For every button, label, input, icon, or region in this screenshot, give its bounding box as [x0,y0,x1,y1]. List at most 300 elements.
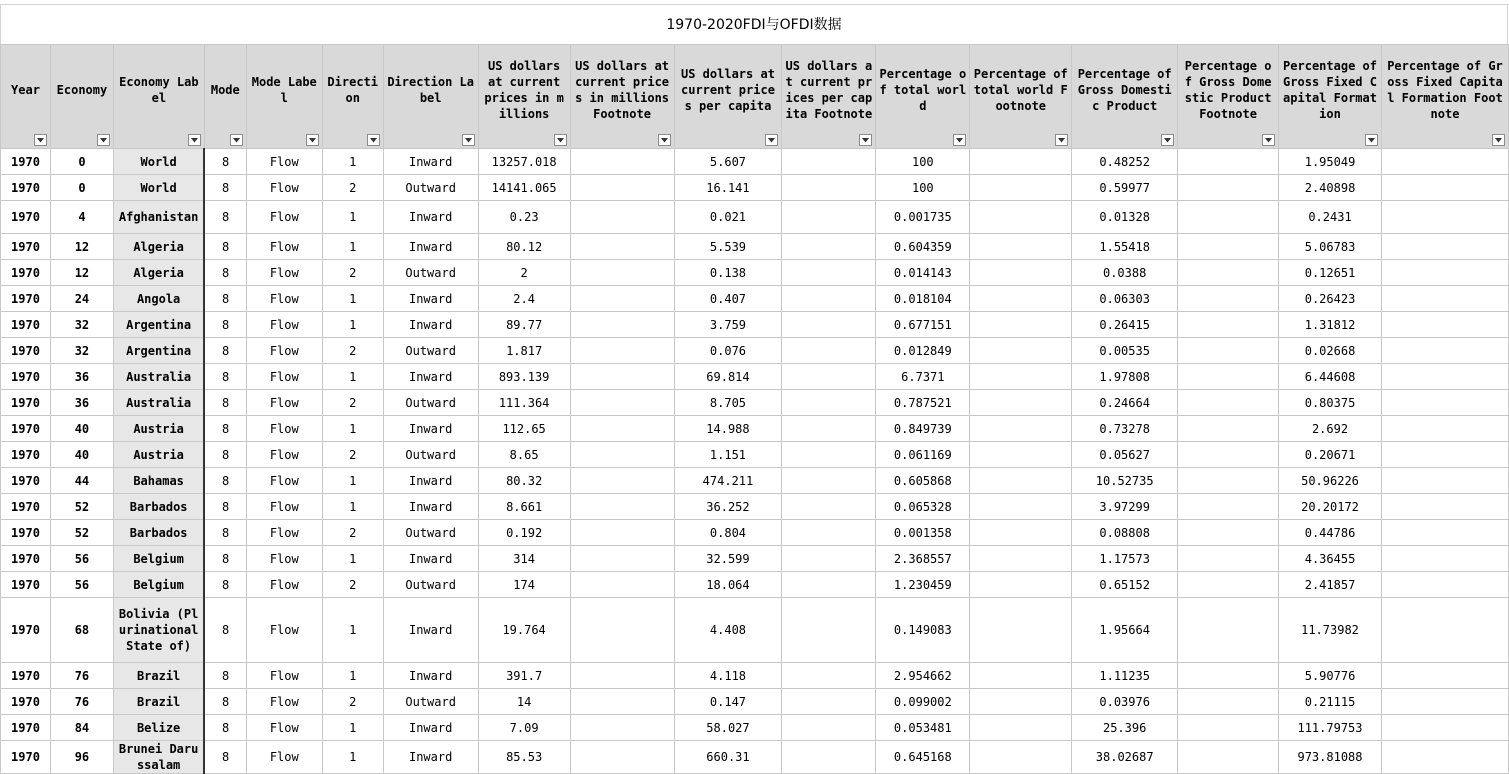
table-cell[interactable]: 40 [50,416,113,442]
table-cell[interactable] [1178,468,1279,494]
table-cell[interactable]: Outward [383,689,478,715]
table-cell[interactable]: Outward [383,260,478,286]
table-cell[interactable]: 0.147 [674,689,782,715]
table-cell[interactable]: Belgium [113,572,204,598]
table-cell[interactable] [782,598,876,663]
table-cell[interactable]: 10.52735 [1072,468,1178,494]
table-cell[interactable]: 0.26415 [1072,312,1178,338]
table-cell[interactable] [970,338,1072,364]
table-cell[interactable]: Argentina [113,312,204,338]
table-cell[interactable] [1178,598,1279,663]
table-cell[interactable]: Outward [383,175,478,201]
table-cell[interactable] [570,741,674,774]
table-cell[interactable]: 0.65152 [1072,572,1178,598]
table-cell[interactable]: 1.31812 [1279,312,1382,338]
table-cell[interactable] [970,598,1072,663]
table-cell[interactable]: Flow [246,572,322,598]
table-cell[interactable]: 4 [50,201,113,234]
table-cell[interactable]: 1970 [1,741,51,774]
table-cell[interactable] [782,572,876,598]
table-cell[interactable] [1178,364,1279,390]
table-cell[interactable]: 0.138 [674,260,782,286]
table-cell[interactable]: 1970 [1,201,51,234]
table-cell[interactable]: 3.759 [674,312,782,338]
table-cell[interactable]: 4.118 [674,663,782,689]
table-cell[interactable]: 660.31 [674,741,782,774]
table-cell[interactable] [570,598,674,663]
table-cell[interactable] [970,715,1072,741]
table-cell[interactable]: Barbados [113,520,204,546]
table-cell[interactable]: 8 [204,468,246,494]
table-cell[interactable] [570,442,674,468]
table-cell[interactable]: 2 [322,390,383,416]
table-cell[interactable]: 112.65 [478,416,570,442]
table-cell[interactable]: Inward [383,149,478,175]
table-cell[interactable] [782,201,876,234]
table-cell[interactable]: 1970 [1,468,51,494]
table-cell[interactable]: 0.061169 [876,442,970,468]
table-cell[interactable]: Barbados [113,494,204,520]
table-cell[interactable]: 4.36455 [1279,546,1382,572]
table-cell[interactable]: 0.018104 [876,286,970,312]
table-cell[interactable]: 1.151 [674,442,782,468]
table-cell[interactable] [1381,715,1508,741]
table-cell[interactable] [1381,338,1508,364]
table-cell[interactable]: 6.44608 [1279,364,1382,390]
column-header[interactable] [1279,45,1382,149]
table-cell[interactable] [570,390,674,416]
table-cell[interactable]: Flow [246,201,322,234]
column-header[interactable] [50,45,113,149]
filter-dropdown-icon[interactable] [462,134,475,146]
table-cell[interactable]: Inward [383,598,478,663]
table-cell[interactable]: 18.064 [674,572,782,598]
table-cell[interactable]: 0.2431 [1279,201,1382,234]
table-cell[interactable]: 5.607 [674,149,782,175]
table-cell[interactable]: 8 [204,572,246,598]
table-cell[interactable] [1381,390,1508,416]
table-cell[interactable] [1178,175,1279,201]
table-cell[interactable]: Australia [113,364,204,390]
table-cell[interactable]: 1970 [1,390,51,416]
table-cell[interactable] [970,234,1072,260]
filter-dropdown-icon[interactable] [97,134,110,146]
table-cell[interactable]: 36.252 [674,494,782,520]
table-cell[interactable] [1178,149,1279,175]
table-cell[interactable]: 0.645168 [876,741,970,774]
table-cell[interactable]: 1970 [1,663,51,689]
table-cell[interactable]: 1970 [1,598,51,663]
table-cell[interactable]: Flow [246,416,322,442]
table-cell[interactable] [1381,442,1508,468]
table-cell[interactable]: 391.7 [478,663,570,689]
table-cell[interactable]: 32 [50,338,113,364]
table-cell[interactable]: 56 [50,572,113,598]
table-cell[interactable]: 1970 [1,494,51,520]
table-cell[interactable]: 1970 [1,442,51,468]
table-cell[interactable]: Austria [113,416,204,442]
table-cell[interactable] [970,689,1072,715]
table-cell[interactable]: 314 [478,546,570,572]
table-cell[interactable]: 0 [50,175,113,201]
table-cell[interactable] [1178,390,1279,416]
table-cell[interactable] [1178,741,1279,774]
table-cell[interactable]: 174 [478,572,570,598]
table-cell[interactable] [782,494,876,520]
table-cell[interactable]: Belize [113,715,204,741]
table-cell[interactable]: Inward [383,468,478,494]
table-cell[interactable]: 100 [876,175,970,201]
filter-dropdown-icon[interactable] [1161,134,1174,146]
table-cell[interactable]: 1 [322,312,383,338]
table-cell[interactable]: Algeria [113,260,204,286]
filter-dropdown-icon[interactable] [1262,134,1275,146]
column-header[interactable] [246,45,322,149]
table-cell[interactable]: 111.364 [478,390,570,416]
table-cell[interactable] [782,338,876,364]
table-cell[interactable]: 40 [50,442,113,468]
table-cell[interactable]: 12 [50,234,113,260]
table-cell[interactable]: Flow [246,338,322,364]
table-cell[interactable]: 1 [322,741,383,774]
table-cell[interactable]: 1.11235 [1072,663,1178,689]
table-cell[interactable] [570,234,674,260]
column-header[interactable] [322,45,383,149]
table-cell[interactable] [1381,260,1508,286]
table-cell[interactable]: 7.09 [478,715,570,741]
table-cell[interactable]: Bahamas [113,468,204,494]
filter-dropdown-icon[interactable] [554,134,567,146]
filter-dropdown-icon[interactable] [953,134,966,146]
table-cell[interactable]: Flow [246,390,322,416]
table-cell[interactable]: Inward [383,741,478,774]
table-cell[interactable]: 0.48252 [1072,149,1178,175]
table-cell[interactable] [1381,364,1508,390]
table-cell[interactable]: Flow [246,598,322,663]
table-cell[interactable]: Inward [383,546,478,572]
table-cell[interactable] [570,338,674,364]
table-cell[interactable]: 0.23 [478,201,570,234]
table-cell[interactable]: 36 [50,364,113,390]
column-header[interactable] [570,45,674,149]
table-cell[interactable]: 20.20172 [1279,494,1382,520]
table-cell[interactable]: Flow [246,364,322,390]
filter-dropdown-icon[interactable] [34,134,47,146]
table-cell[interactable]: 0.00535 [1072,338,1178,364]
table-cell[interactable] [970,468,1072,494]
table-cell[interactable] [970,546,1072,572]
table-cell[interactable]: 0.08808 [1072,520,1178,546]
table-cell[interactable]: 1970 [1,546,51,572]
table-cell[interactable]: 69.814 [674,364,782,390]
table-cell[interactable]: 0.73278 [1072,416,1178,442]
table-cell[interactable]: Flow [246,442,322,468]
table-cell[interactable]: Outward [383,390,478,416]
table-cell[interactable]: 56 [50,546,113,572]
table-cell[interactable]: 32.599 [674,546,782,572]
table-cell[interactable]: 2.40898 [1279,175,1382,201]
table-cell[interactable]: 8 [204,598,246,663]
table-cell[interactable]: 0.192 [478,520,570,546]
table-cell[interactable]: 1.97808 [1072,364,1178,390]
table-cell[interactable]: 1970 [1,572,51,598]
table-cell[interactable]: 0.001358 [876,520,970,546]
table-cell[interactable] [782,149,876,175]
table-cell[interactable]: Flow [246,175,322,201]
table-cell[interactable]: 4.408 [674,598,782,663]
column-header[interactable] [782,45,876,149]
table-cell[interactable] [970,390,1072,416]
table-cell[interactable]: 1.95664 [1072,598,1178,663]
table-cell[interactable]: 8 [204,494,246,520]
table-cell[interactable] [1381,546,1508,572]
column-header[interactable] [1,45,51,149]
column-header[interactable] [478,45,570,149]
table-cell[interactable]: 0.59977 [1072,175,1178,201]
table-cell[interactable]: 0.407 [674,286,782,312]
table-cell[interactable] [1178,520,1279,546]
table-cell[interactable]: 0.20671 [1279,442,1382,468]
table-cell[interactable]: Inward [383,663,478,689]
table-cell[interactable]: Flow [246,741,322,774]
table-cell[interactable] [782,520,876,546]
table-cell[interactable]: 1970 [1,286,51,312]
table-cell[interactable] [570,364,674,390]
table-cell[interactable]: Inward [383,201,478,234]
table-cell[interactable] [1178,442,1279,468]
table-cell[interactable]: Brunei Darussalam [113,741,204,774]
table-cell[interactable]: 1 [322,494,383,520]
table-cell[interactable]: 89.77 [478,312,570,338]
table-cell[interactable]: 5.06783 [1279,234,1382,260]
table-cell[interactable] [970,312,1072,338]
table-cell[interactable] [782,312,876,338]
table-cell[interactable] [1178,201,1279,234]
table-cell[interactable] [782,286,876,312]
table-cell[interactable]: Inward [383,416,478,442]
table-cell[interactable]: 1970 [1,234,51,260]
table-cell[interactable]: 0.21115 [1279,689,1382,715]
table-cell[interactable] [1381,234,1508,260]
table-cell[interactable] [1178,663,1279,689]
table-cell[interactable] [570,689,674,715]
table-cell[interactable]: 6.7371 [876,364,970,390]
table-cell[interactable]: 0.604359 [876,234,970,260]
table-cell[interactable]: 25.396 [1072,715,1178,741]
table-cell[interactable]: 1970 [1,689,51,715]
table-cell[interactable]: 2 [322,175,383,201]
table-cell[interactable] [570,663,674,689]
table-cell[interactable]: 0.44786 [1279,520,1382,546]
table-cell[interactable]: 8 [204,663,246,689]
table-cell[interactable]: 11.73982 [1279,598,1382,663]
table-cell[interactable]: 0.01328 [1072,201,1178,234]
filter-dropdown-icon[interactable] [658,134,671,146]
table-cell[interactable]: 32 [50,312,113,338]
table-cell[interactable]: 0.80375 [1279,390,1382,416]
table-cell[interactable]: Argentina [113,338,204,364]
table-cell[interactable]: 1 [322,715,383,741]
table-cell[interactable]: 0.076 [674,338,782,364]
table-cell[interactable]: 2 [322,572,383,598]
table-cell[interactable]: 36 [50,390,113,416]
filter-dropdown-icon[interactable] [367,134,380,146]
table-cell[interactable]: 16.141 [674,175,782,201]
table-cell[interactable]: 1 [322,364,383,390]
table-cell[interactable] [1381,286,1508,312]
table-cell[interactable]: Flow [246,494,322,520]
table-cell[interactable]: 1.230459 [876,572,970,598]
table-cell[interactable]: 8 [204,520,246,546]
table-cell[interactable]: 1970 [1,149,51,175]
table-cell[interactable]: 2.692 [1279,416,1382,442]
filter-dropdown-icon[interactable] [1365,134,1378,146]
table-cell[interactable] [970,364,1072,390]
table-cell[interactable]: 0.099002 [876,689,970,715]
table-cell[interactable] [570,201,674,234]
table-cell[interactable]: 76 [50,663,113,689]
table-cell[interactable]: 8 [204,546,246,572]
table-cell[interactable]: 52 [50,520,113,546]
table-cell[interactable]: 0.001735 [876,201,970,234]
table-cell[interactable] [1381,201,1508,234]
table-cell[interactable]: Outward [383,442,478,468]
table-cell[interactable]: 2.368557 [876,546,970,572]
table-cell[interactable] [1381,572,1508,598]
table-cell[interactable]: 0.0388 [1072,260,1178,286]
table-cell[interactable]: 8 [204,286,246,312]
table-cell[interactable]: Outward [383,520,478,546]
table-cell[interactable] [570,572,674,598]
table-cell[interactable]: 1.817 [478,338,570,364]
table-cell[interactable]: 1 [322,663,383,689]
table-cell[interactable]: 1 [322,201,383,234]
table-cell[interactable]: 8 [204,234,246,260]
table-cell[interactable] [1381,663,1508,689]
table-cell[interactable]: 12 [50,260,113,286]
table-cell[interactable]: 111.79753 [1279,715,1382,741]
table-cell[interactable]: 68 [50,598,113,663]
table-cell[interactable]: 8.661 [478,494,570,520]
filter-dropdown-icon[interactable] [230,134,243,146]
table-cell[interactable] [570,286,674,312]
table-cell[interactable]: 0.849739 [876,416,970,442]
column-header[interactable] [674,45,782,149]
table-cell[interactable] [1178,689,1279,715]
table-cell[interactable] [1178,312,1279,338]
column-header[interactable] [970,45,1072,149]
table-cell[interactable] [970,741,1072,774]
table-cell[interactable]: 0.677151 [876,312,970,338]
table-cell[interactable] [570,546,674,572]
table-cell[interactable] [782,546,876,572]
table-cell[interactable]: 2 [322,260,383,286]
table-cell[interactable] [782,442,876,468]
table-cell[interactable] [570,715,674,741]
table-cell[interactable]: 14141.065 [478,175,570,201]
table-cell[interactable]: Inward [383,364,478,390]
table-cell[interactable] [1381,175,1508,201]
filter-dropdown-icon[interactable] [1055,134,1068,146]
table-cell[interactable]: 2.954662 [876,663,970,689]
table-cell[interactable]: Inward [383,312,478,338]
table-cell[interactable] [1178,494,1279,520]
table-cell[interactable]: 1970 [1,715,51,741]
table-cell[interactable]: 0.021 [674,201,782,234]
table-cell[interactable] [782,689,876,715]
table-cell[interactable] [782,390,876,416]
table-cell[interactable]: Brazil [113,663,204,689]
table-cell[interactable]: Flow [246,546,322,572]
table-cell[interactable] [970,572,1072,598]
table-cell[interactable]: Flow [246,286,322,312]
table-cell[interactable]: 1 [322,149,383,175]
table-cell[interactable] [1381,468,1508,494]
table-cell[interactable]: Brazil [113,689,204,715]
table-cell[interactable] [1178,286,1279,312]
table-cell[interactable]: World [113,149,204,175]
table-cell[interactable]: Outward [383,572,478,598]
column-header[interactable] [204,45,246,149]
table-cell[interactable]: 8 [204,741,246,774]
table-cell[interactable]: Flow [246,234,322,260]
table-cell[interactable] [1178,546,1279,572]
filter-dropdown-icon[interactable] [765,134,778,146]
table-cell[interactable]: 2 [478,260,570,286]
table-cell[interactable]: 1970 [1,175,51,201]
table-cell[interactable]: 2 [322,442,383,468]
table-cell[interactable] [570,312,674,338]
table-cell[interactable]: Inward [383,494,478,520]
filter-dropdown-icon[interactable] [1492,134,1505,146]
table-cell[interactable]: 8.705 [674,390,782,416]
table-cell[interactable]: 84 [50,715,113,741]
table-cell[interactable]: 1970 [1,416,51,442]
column-header[interactable] [1381,45,1508,149]
table-cell[interactable]: 44 [50,468,113,494]
table-cell[interactable]: Outward [383,338,478,364]
table-cell[interactable] [970,442,1072,468]
table-cell[interactable]: Flow [246,468,322,494]
table-cell[interactable] [782,416,876,442]
table-cell[interactable]: 14.988 [674,416,782,442]
table-cell[interactable]: 5.539 [674,234,782,260]
table-cell[interactable] [1381,312,1508,338]
table-cell[interactable]: 80.12 [478,234,570,260]
table-cell[interactable] [1178,715,1279,741]
table-cell[interactable]: 100 [876,149,970,175]
table-cell[interactable]: 8 [204,416,246,442]
table-cell[interactable]: 0.02668 [1279,338,1382,364]
table-cell[interactable] [570,260,674,286]
table-cell[interactable] [782,260,876,286]
table-cell[interactable]: 893.139 [478,364,570,390]
filter-dropdown-icon[interactable] [306,134,319,146]
table-cell[interactable] [570,175,674,201]
table-cell[interactable] [1178,416,1279,442]
table-cell[interactable]: 13257.018 [478,149,570,175]
table-cell[interactable]: 0.053481 [876,715,970,741]
table-cell[interactable]: Flow [246,663,322,689]
table-cell[interactable]: 8 [204,390,246,416]
table-cell[interactable]: 8 [204,175,246,201]
table-cell[interactable]: 1 [322,234,383,260]
table-cell[interactable]: 8 [204,149,246,175]
table-cell[interactable]: 2 [322,338,383,364]
table-cell[interactable]: Austria [113,442,204,468]
table-cell[interactable]: 1970 [1,260,51,286]
table-cell[interactable]: Flow [246,689,322,715]
